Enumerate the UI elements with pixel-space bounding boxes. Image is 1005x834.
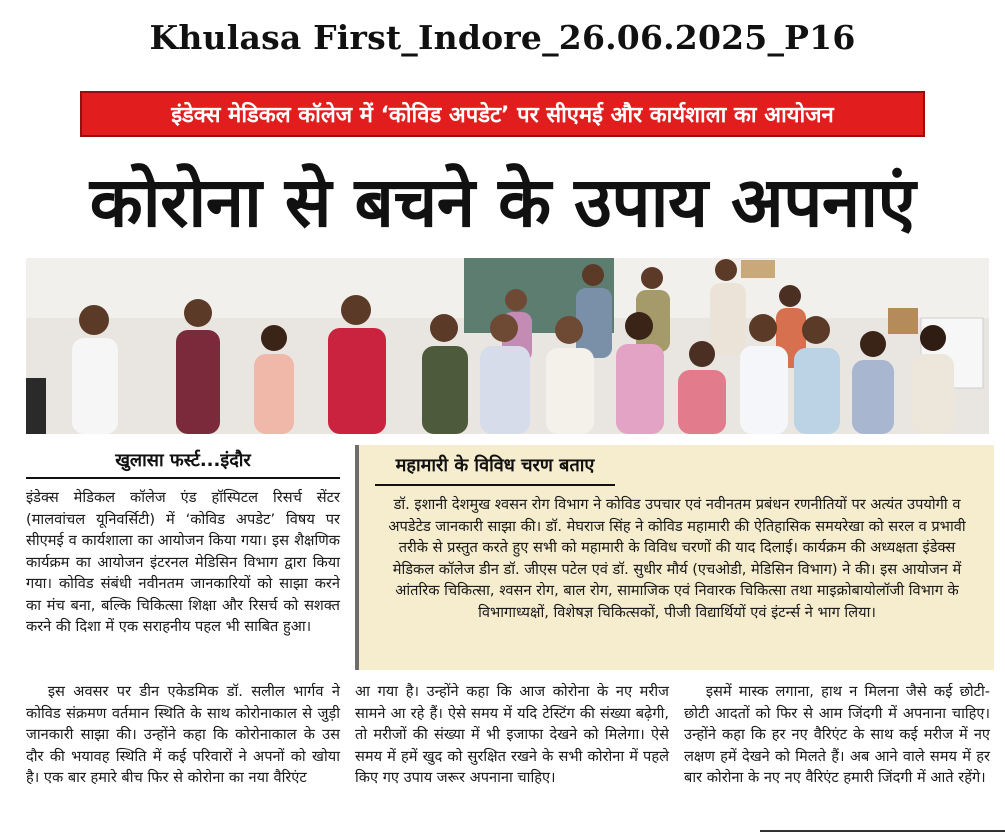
article-paragraph: इस अवसर पर डीन एकेडमिक डॉ. सलील भार्गव ने कोविड संक्रमण वर्तमान स्थिति के साथ कोरोनाकाल से जुड़ी जानकारी साझा की। उन्होंने कहा कि कोरोनाकाल के उस दौर की भयावह स्थिति में कई परिवारों ने अपनों को खोया है। एक बार हमारे बीच फिर से कोरोना का नया वैरिएंट [26,683,340,786]
byline: खुलासा फर्स्ट...इंदौर [26,447,340,479]
article-paragraph: इंडेक्स मेडिकल कॉलेज एंड हॉस्पिटल रिसर्च सेंटर (मालवांचल यूनिवर्सिटी) में ‘कोविड अपडेट’ विषय पर सीएमई व कार्यशाला का आयोजन किया गया। इस शैक्षणिक कार्यक्रम का आयोजन इंटरनल मेडिसिन विभाग द्वारा किया गया। कोविड संबंधी नवीनतम जानकारियों को साझा करने का मंच बना, बल्कि चिकित्सा शिक्षा और रिसर्च को सशक्त करने की दिशा में एक सराहनीय पहल भी साबित हुआ। [26,489,340,635]
edition-title: Khulasa First_Indore_26.06.2025_P16 [149,18,856,57]
article-paragraph: इसमें मास्क लगाना, हाथ न मिलना जैसे कई छोटी-छोटी आदतों को फिर से आम जिंदगी में अपनाना चाहिए। उन्होंने कहा कि हर नए वैरिएंट के साथ कई मरीज में नए लक्षण हमें देखने को मिलते हैं। अब आने वाले समय में हर बार कोरोना के नए नए वैरिएंट हमारी जिंदगी में आते रहेंगे। [684,683,990,786]
box-text: डॉ. इशानी देशमुख श्वसन रोग विभाग ने कोविड उपचार एवं नवीनतम प्रबंधन रणनीतियों पर अत्यंत उपयोगी व अपडेटेड जानकारी साझा की। डॉ. मेघराज सिंह ने कोविड महामारी की ऐतिहासिक समयरेखा को सरल व प्रभावी तरीके से प्रस्तुत करते हुए सभी को महामारी के विविध चरणों की याद दिलाई। कार्यक्रम की अध्यक्षता इंडेक्स मेडिकल कॉलेज डीन डॉ. जीएस पटेल एवं डॉ. सुधीर मौर्य (एचओडी, मेडिसिन विभाग) ने की। इस आयोजन में आंतरिक चिकित्सा, श्वसन रोग, बाल रोग, सामाजिक एवं निवारक चिकित्सा तथा माइक्रोबायोलॉजी विभाग के विभागाध्यक्षों, विशेषज्ञ चिकित्सकों, पीजी विद्यार्थियों एवं इंटर्न्स ने भाग लिया। [388,496,966,621]
kicker-banner: इंडेक्स मेडिकल कॉलेज में ‘कोविड अपडेट’ पर सीएमई और कार्यशाला का आयोजन [80,91,925,137]
article-column-3 [684,681,990,789]
headline: कोरोना से बचने के उपाय अपनाएं [89,163,916,243]
group-photo [26,258,989,434]
article-column-2 [355,681,669,789]
article-paragraph: आ गया है। उन्होंने कहा कि आज कोरोना के नए मरीज सामने आ रहे हैं। ऐसे समय में यदि टेस्टिंग की संख्या बढ़ेगी, तो मरीजों की संख्या में भी इजाफा देखने को मिलेगा। ऐसे समय में हमें खुद को सुरक्षित रखने के सभी कोरोना में पहले किए गए उपाय जरूर अपनाना चाहिए। [355,683,669,786]
article-column-1-top [26,487,340,638]
box-heading: महामारी के विविध चरण बताए [375,450,615,486]
article-column-1-bottom [26,681,340,789]
divider [760,830,1005,832]
